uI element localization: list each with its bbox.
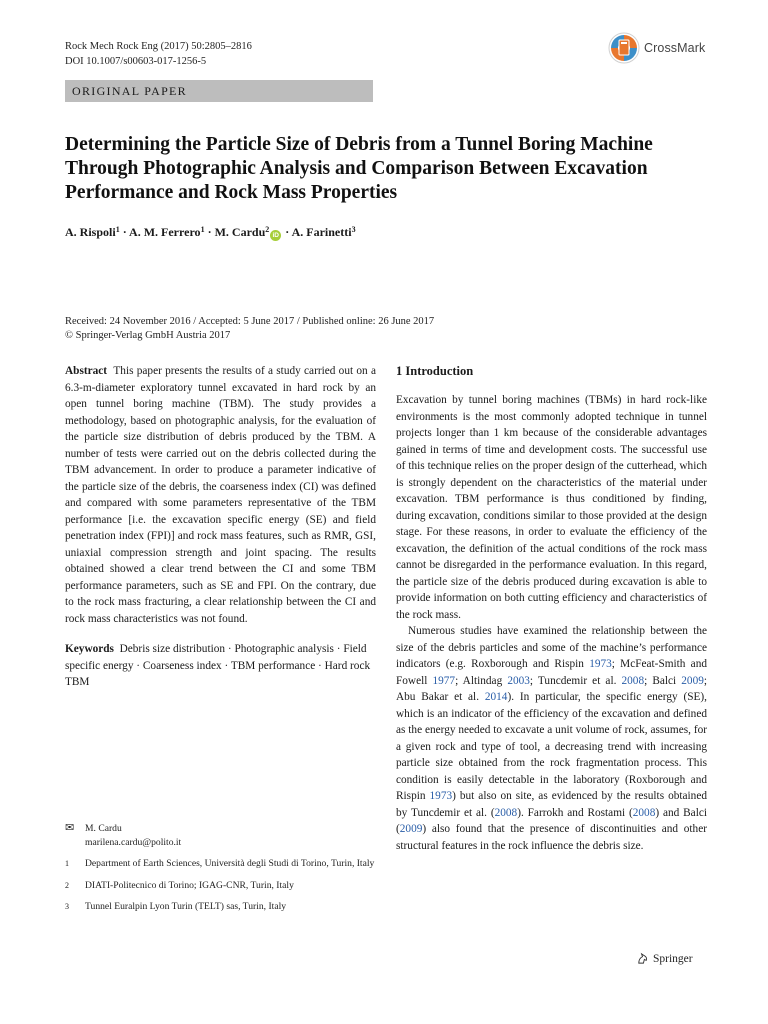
- paragraph-text: ) also found that the presence of discontinuities and other structural features in the rock influence the debris size.: [396, 823, 707, 852]
- affiliation-item: [65, 857, 376, 871]
- citation-link[interactable]: 1973: [589, 658, 612, 670]
- citation-link[interactable]: 1977: [432, 674, 456, 687]
- crossmark-label: CrossMark: [644, 41, 706, 55]
- left-column: [65, 363, 376, 691]
- springer-horse-icon: [636, 952, 649, 965]
- author-separator: ·: [204, 225, 215, 239]
- keywords: [65, 641, 376, 691]
- paragraph-text: ) and Balci (: [396, 806, 707, 835]
- author-name[interactable]: M. Cardu: [214, 225, 266, 239]
- right-column: [396, 363, 707, 854]
- author-name[interactable]: A. Farinetti: [291, 225, 352, 239]
- journal-citation: [65, 39, 252, 69]
- citation-link[interactable]: 2009: [681, 674, 704, 687]
- contact-name: M. Cardu: [85, 823, 122, 834]
- affiliation-item: [65, 900, 376, 914]
- paragraph-text: ; Balci: [644, 674, 682, 687]
- affiliation-item: [65, 879, 376, 893]
- author-separator: ·: [119, 225, 130, 239]
- paragraph-text: ; Altindag: [455, 674, 508, 687]
- publication-history: [65, 315, 434, 342]
- abstract: [65, 363, 376, 627]
- paragraph-text: ; Abu Bakar et al.: [396, 674, 707, 703]
- introduction-paragraph-2: [396, 623, 707, 854]
- orcid-icon[interactable]: iD: [270, 230, 281, 241]
- citation-link[interactable]: 2008: [494, 806, 518, 819]
- paragraph-text: ; McFeat-Smith and Fowell: [396, 658, 707, 687]
- affiliation-mark: 1: [200, 225, 205, 234]
- affiliation-mark: 2: [265, 225, 270, 234]
- paragraph-text: ; Tuncdemir et al.: [529, 674, 622, 687]
- citation-link[interactable]: 1973: [429, 790, 453, 802]
- introduction-paragraph-1: Excavation by tunnel boring machines (TBMs) in hard rock-like environments is the most commonly adopted technique in tunnel projects longer than 1 km because of the considerable advantages gained in terms of time and development costs. The successful use of this technique relies on the proper design of the cutterhead, which is strongly dependent on the characteristics of the material under excavation. TBM performance is thus conditioned by finding, during excavation, conditions similar to those provided at the design stage. For these reasons, in order to evaluate the efficiency of the excavation, the definition of the actual conditions of the rock mass cannot be disregarded in the performance evaluation. In this regard, the particle size of the debris produced during excavation is able to provide information on both cutting efficiency and characteristics of the rock mass.: [396, 394, 707, 621]
- citation-link[interactable]: 2014: [484, 691, 508, 703]
- paragraph-text: Numerous studies have examined the relationship between the size of the debris particles and some of the machine’s performance indicators (e.g. Roxborough and Rispin: [396, 625, 707, 670]
- contact-email[interactable]: marilena.cardu@polito.it: [85, 836, 182, 848]
- crossmark-icon: [608, 32, 640, 64]
- author-footnotes: [65, 822, 376, 914]
- author-name[interactable]: A. M. Ferrero: [129, 225, 201, 239]
- author-list: [65, 225, 356, 241]
- publication-dates: Received: 24 November 2016 / Accepted: 5 June 2017 / Published online: 26 June 2017: [65, 316, 435, 327]
- abstract-text: This paper presents the results of a study carried out on a 6.3-m-diameter exploratory tunnel excavated in hard rock by an open tunnel boring machine (TBM). The study provides a methodology, based on photographic analysis, for the evaluation of the particle size distribution of debris produced by the TBM. A number of tests were carried out on the debris collected during the TBM advancement. In order to produce a parameter indicative of the particle size of the debris, the coarseness index (CI) was defined and compared with some parameters representative of the TBM performance [i.e. the excavation specific energy (SE) and field penetration index (FPI)] and rock mass features, such as RMR, GSI, uniaxial compression strength and joint spacing. The results obtained showed a clear trend between the CI and some TBM performance parameters, such as SE and FPI. On the contrary, due to the rock mass fracturing, a clear relationship between the CI and rock mass characteristics was not found.: [65, 365, 376, 625]
- paper-title: Determining the Particle Size of Debris from a Tunnel Boring Machine Through Photographic Analysis and Comparison Between Excavation Performance and Rock Mass Properties: [65, 134, 653, 203]
- citation-link[interactable]: 2008: [632, 806, 656, 819]
- keywords-text: Debris size distribution · Photographic analysis · Field specific energy · Coarseness index · TBM performance · Hard rock TBM: [65, 643, 371, 688]
- envelope-icon: ✉: [65, 822, 75, 834]
- publisher-name: Springer: [653, 952, 693, 965]
- affiliation-mark: 1: [115, 225, 120, 234]
- affiliation-number: 1: [65, 859, 69, 868]
- paragraph-text: ). In particular, the specific energy (SE), which is an indicator of the efficiency of the excavation and defined as the energy needed to excavate a unit volume of rock, assumes, for a given rock and type of tool, a decreasing trend with increasing particle size obtained from the rock fragmentation process. This condition is easily detectable in the laboratory (Roxborough and Rispin: [396, 691, 707, 802]
- affiliation-text: Tunnel Euralpin Lyon Turin (TELT) sas, Turin, Italy: [85, 901, 287, 912]
- publisher-logo: [636, 952, 693, 965]
- section-heading-introduction: 1 Introduction: [396, 364, 474, 378]
- citation-link[interactable]: 2008: [621, 674, 645, 687]
- affiliation-number: 3: [65, 902, 69, 911]
- paragraph-text: ) but also on site, as evidenced by the results obtained by Tuncdemir et al. (: [396, 790, 707, 819]
- citation-link[interactable]: 2003: [507, 674, 530, 687]
- corresponding-author: [65, 822, 376, 849]
- affiliation-text: DIATI-Politecnico di Torino; IGAG-CNR, Turin, Italy: [85, 879, 294, 891]
- author-separator: ·: [282, 225, 292, 239]
- copyright-notice: © Springer-Verlag GmbH Austria 2017: [65, 329, 231, 341]
- article-type-banner: ORIGINAL PAPER: [65, 80, 373, 102]
- keywords-label: Keywords: [65, 643, 114, 655]
- abstract-label: Abstract: [65, 365, 108, 377]
- affiliation-number: 2: [65, 880, 69, 890]
- journal-volume-line: Rock Mech Rock Eng (2017) 50:2805–2816: [65, 41, 252, 52]
- affiliation-text: Department of Earth Sciences, Università degli Studi di Torino, Turin, Italy: [85, 858, 375, 869]
- affiliation-mark: 3: [351, 225, 356, 234]
- crossmark-badge[interactable]: [608, 32, 705, 64]
- doi-line[interactable]: DOI 10.1007/s00603-017-1256-5: [65, 56, 207, 67]
- citation-link[interactable]: 2009: [399, 823, 423, 835]
- author-name[interactable]: A. Rispoli: [65, 225, 116, 239]
- paragraph-text: ). Farrokh and Rostami (: [517, 806, 633, 819]
